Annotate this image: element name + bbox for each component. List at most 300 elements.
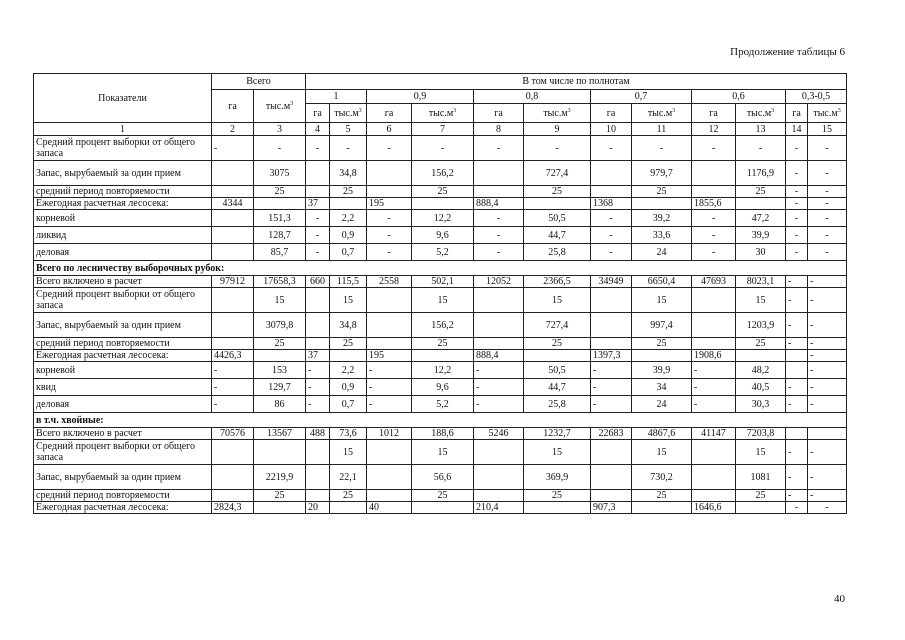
- table-cell: 97912: [212, 276, 254, 288]
- table-cell: -: [524, 136, 591, 161]
- total-volume-header: $тыс.м^3$: [254, 90, 306, 123]
- table-cell: -: [808, 186, 847, 198]
- unit-volume-header: [736, 104, 786, 123]
- row-label: Всего включено в расчет: [34, 428, 212, 440]
- table-cell: -: [367, 362, 412, 379]
- unit-volume-header: [632, 104, 692, 123]
- table-cell: 0,7: [330, 396, 367, 413]
- table-cell: [591, 288, 632, 313]
- table-cell: [306, 313, 330, 338]
- column-number: 7: [412, 123, 474, 136]
- row-label: Запас, вырубаемый за один прием: [34, 161, 212, 186]
- table-cell: -: [808, 465, 847, 490]
- table-cell: 34: [632, 379, 692, 396]
- table-cell: -: [306, 379, 330, 396]
- table-cell: 17658,3: [254, 276, 306, 288]
- table-cell: [474, 313, 524, 338]
- table-cell: -: [808, 362, 847, 379]
- table-cell: 12,2: [412, 362, 474, 379]
- table-cell: 660: [306, 276, 330, 288]
- section-title: Всего по лесничеству выборочных рубок:: [34, 261, 847, 276]
- table-cell: -: [808, 210, 847, 227]
- table-cell: -: [692, 396, 736, 413]
- table-cell: 15: [524, 440, 591, 465]
- table-cell: -: [306, 227, 330, 244]
- unit-superscript: 3: [771, 107, 775, 114]
- table-cell: 1081: [736, 465, 786, 490]
- row-label: средний период повторяемости: [34, 186, 212, 198]
- table-cell: -: [692, 362, 736, 379]
- table-cell: [367, 490, 412, 502]
- table-cell: [808, 428, 847, 440]
- table-cell: [786, 362, 808, 379]
- unit-volume-text: тыс.м: [813, 107, 838, 119]
- table-cell: 13567: [254, 428, 306, 440]
- table-cell: 7203,8: [736, 428, 786, 440]
- table-cell: 5,2: [412, 244, 474, 261]
- table-row: [34, 490, 847, 502]
- table-cell: 488: [306, 428, 330, 440]
- table-cell: [254, 440, 306, 465]
- table-cell: -: [786, 490, 808, 502]
- table-cell: [212, 490, 254, 502]
- table-cell: 25: [412, 338, 474, 350]
- table-cell: 15: [632, 288, 692, 313]
- table-cell: 4344: [212, 198, 254, 210]
- table-cell: [524, 198, 591, 210]
- table-cell: 0,9: [330, 379, 367, 396]
- table-cell: [212, 440, 254, 465]
- column-number: 13: [736, 123, 786, 136]
- table-cell: [212, 161, 254, 186]
- table-cell: [412, 502, 474, 514]
- table-cell: -: [474, 244, 524, 261]
- table-cell: 8023,1: [736, 276, 786, 288]
- table-row: [34, 186, 847, 198]
- table-cell: -: [786, 276, 808, 288]
- table-body: [34, 136, 847, 514]
- table-cell: 9,6: [412, 227, 474, 244]
- table-cell: [591, 440, 632, 465]
- column-number: 9: [524, 123, 591, 136]
- table-cell: -: [808, 350, 847, 362]
- table-cell: -: [474, 362, 524, 379]
- table-cell: -: [632, 136, 692, 161]
- table-cell: [474, 338, 524, 350]
- row-label: средний период повторяемости: [34, 490, 212, 502]
- row-label: средний период повторяемости: [34, 338, 212, 350]
- table-row: [34, 244, 847, 261]
- table-cell: -: [591, 227, 632, 244]
- row-label: ликвид: [34, 227, 212, 244]
- unit-volume-text: тыс.м: [746, 107, 772, 119]
- table-cell: -: [591, 136, 632, 161]
- row-label: Всего включено в расчет: [34, 276, 212, 288]
- table-cell: 47,2: [736, 210, 786, 227]
- table-cell: [254, 502, 306, 514]
- table-cell: 1232,7: [524, 428, 591, 440]
- table-cell: 25: [254, 338, 306, 350]
- table-cell: 730,2: [632, 465, 692, 490]
- table-cell: [591, 490, 632, 502]
- section-row: [34, 261, 847, 276]
- table-cell: [212, 227, 254, 244]
- table-cell: 33,6: [632, 227, 692, 244]
- table-cell: [474, 161, 524, 186]
- density-header: 0,3-0,5: [786, 90, 847, 104]
- unit-ha-header: га: [306, 104, 330, 123]
- table-cell: 39,2: [632, 210, 692, 227]
- table-cell: -: [786, 227, 808, 244]
- table-cell: 4867,6: [632, 428, 692, 440]
- row-label: Ежегодная расчетная лесосека:: [34, 502, 212, 514]
- table-cell: 24: [632, 396, 692, 413]
- table-cell: 37: [306, 350, 330, 362]
- table-cell: [367, 186, 412, 198]
- table-row: [34, 362, 847, 379]
- row-label: Средний процент выборки от общего запаса: [34, 288, 212, 313]
- table-cell: [212, 465, 254, 490]
- table-cell: 153: [254, 362, 306, 379]
- table-cell: 195: [367, 198, 412, 210]
- table-cell: -: [808, 244, 847, 261]
- density-header: 0,7: [591, 90, 692, 104]
- table-cell: [412, 350, 474, 362]
- table-cell: -: [808, 198, 847, 210]
- table-cell: 15: [330, 288, 367, 313]
- table-cell: 44,7: [524, 227, 591, 244]
- unit-superscript: 3: [453, 107, 457, 114]
- column-number: 4: [306, 123, 330, 136]
- table-cell: 25: [736, 338, 786, 350]
- table-cell: -: [367, 227, 412, 244]
- table-cell: 727,4: [524, 161, 591, 186]
- table-cell: 369,9: [524, 465, 591, 490]
- table-cell: -: [808, 161, 847, 186]
- total-header: Всего: [212, 74, 306, 90]
- row-label: Средний процент выборки от общего запаса: [34, 440, 212, 465]
- table-cell: -: [808, 490, 847, 502]
- table-cell: [330, 502, 367, 514]
- table-cell: 30,3: [736, 396, 786, 413]
- table-row: [34, 465, 847, 490]
- unit-superscript: 3: [837, 107, 841, 114]
- table-cell: 25,8: [524, 396, 591, 413]
- by-density-header: В том числе по полнотам: [306, 74, 847, 90]
- table-cell: [736, 502, 786, 514]
- table-cell: 907,3: [591, 502, 632, 514]
- table-cell: 15: [330, 440, 367, 465]
- table-cell: 30: [736, 244, 786, 261]
- table-cell: 5246: [474, 428, 524, 440]
- table-cell: [306, 490, 330, 502]
- table-cell: 25: [632, 338, 692, 350]
- row-label: Запас, вырубаемый за один прием: [34, 313, 212, 338]
- table-cell: 25: [412, 186, 474, 198]
- table-cell: -: [367, 136, 412, 161]
- table-cell: 34,8: [330, 161, 367, 186]
- table-cell: [591, 465, 632, 490]
- row-label: квид: [34, 379, 212, 396]
- unit-ha-header: га: [367, 104, 412, 123]
- table-cell: -: [254, 136, 306, 161]
- table-cell: 129,7: [254, 379, 306, 396]
- table-caption: Продолжение таблицы 6: [730, 46, 845, 58]
- column-number: 6: [367, 123, 412, 136]
- column-number: 1: [34, 123, 212, 136]
- row-label: корневой: [34, 362, 212, 379]
- table-cell: 156,2: [412, 161, 474, 186]
- density-header: 0,6: [692, 90, 786, 104]
- table-cell: -: [591, 244, 632, 261]
- section-row: [34, 413, 847, 428]
- table-cell: 1203,9: [736, 313, 786, 338]
- table-cell: 44,7: [524, 379, 591, 396]
- table-cell: -: [591, 210, 632, 227]
- table-cell: 34949: [591, 276, 632, 288]
- density-header: 1: [306, 90, 367, 104]
- table-cell: 1397,3: [591, 350, 632, 362]
- table-cell: -: [786, 198, 808, 210]
- table-cell: [474, 440, 524, 465]
- table-cell: 25: [254, 186, 306, 198]
- table-cell: [306, 161, 330, 186]
- table-cell: [692, 186, 736, 198]
- table-cell: 25: [524, 338, 591, 350]
- table-cell: -: [212, 396, 254, 413]
- table-cell: 15: [736, 440, 786, 465]
- column-number: 5: [330, 123, 367, 136]
- table-cell: -: [786, 502, 808, 514]
- table-cell: [692, 161, 736, 186]
- table-cell: -: [786, 379, 808, 396]
- table-cell: [736, 350, 786, 362]
- row-label: деловая: [34, 396, 212, 413]
- table-cell: 47693: [692, 276, 736, 288]
- table-cell: 40: [367, 502, 412, 514]
- table-cell: -: [306, 362, 330, 379]
- unit-volume-text: тыс.м: [334, 107, 359, 119]
- density-header: 0,8: [474, 90, 591, 104]
- table-cell: 15: [736, 288, 786, 313]
- table-cell: 86: [254, 396, 306, 413]
- table-cell: 5,2: [412, 396, 474, 413]
- table-cell: 195: [367, 350, 412, 362]
- table-cell: -: [692, 210, 736, 227]
- unit-volume-header: [412, 104, 474, 123]
- column-number: 3: [254, 123, 306, 136]
- table-cell: -: [786, 440, 808, 465]
- column-number: 12: [692, 123, 736, 136]
- table-row: [34, 440, 847, 465]
- table-cell: 25: [524, 490, 591, 502]
- table-cell: 24: [632, 244, 692, 261]
- table-cell: -: [808, 288, 847, 313]
- table-cell: [367, 338, 412, 350]
- table-row: [34, 288, 847, 313]
- table-cell: -: [808, 136, 847, 161]
- table-cell: 25: [330, 338, 367, 350]
- table-cell: 40,5: [736, 379, 786, 396]
- table-cell: [736, 198, 786, 210]
- table-cell: -: [808, 338, 847, 350]
- table-cell: 25: [330, 186, 367, 198]
- unit-volume-header: [330, 104, 367, 123]
- table-cell: [632, 502, 692, 514]
- table-cell: 210,4: [474, 502, 524, 514]
- table-cell: -: [736, 136, 786, 161]
- table-row: [34, 338, 847, 350]
- table-cell: [474, 490, 524, 502]
- table-cell: 39,9: [736, 227, 786, 244]
- table-cell: [786, 428, 808, 440]
- row-label: деловая: [34, 244, 212, 261]
- table-row: [34, 428, 847, 440]
- table-cell: -: [212, 362, 254, 379]
- table-cell: 25: [330, 490, 367, 502]
- unit-ha-header: га: [474, 104, 524, 123]
- table-cell: 20: [306, 502, 330, 514]
- table-cell: -: [474, 379, 524, 396]
- density-header: 0,9: [367, 90, 474, 104]
- table-cell: 41147: [692, 428, 736, 440]
- table-cell: 1646,6: [692, 502, 736, 514]
- table-cell: [330, 198, 367, 210]
- table-cell: [692, 440, 736, 465]
- unit-volume-text: тыс.м: [428, 107, 454, 119]
- table-cell: -: [786, 465, 808, 490]
- table-cell: -: [367, 396, 412, 413]
- table-cell: [212, 244, 254, 261]
- table-row: [34, 379, 847, 396]
- table-cell: 25: [254, 490, 306, 502]
- table-cell: [212, 313, 254, 338]
- table-cell: -: [367, 244, 412, 261]
- table-cell: -: [808, 396, 847, 413]
- table-cell: -: [212, 136, 254, 161]
- row-label: Запас, вырубаемый за один прием: [34, 465, 212, 490]
- table-row: [34, 502, 847, 514]
- table-cell: [524, 502, 591, 514]
- table-cell: [367, 440, 412, 465]
- table-row: [34, 396, 847, 413]
- total-ha-header: га: [212, 90, 254, 123]
- table-cell: -: [591, 362, 632, 379]
- table-cell: 12,2: [412, 210, 474, 227]
- table-cell: -: [786, 186, 808, 198]
- unit-volume-text: тыс.м: [543, 107, 568, 119]
- unit-volume-text: тыс.м: [647, 107, 673, 119]
- table-cell: -: [306, 210, 330, 227]
- table-cell: 9,6: [412, 379, 474, 396]
- page-number: 40: [834, 593, 845, 605]
- table-cell: 1855,6: [692, 198, 736, 210]
- table-cell: 188,6: [412, 428, 474, 440]
- table-cell: [212, 186, 254, 198]
- table-cell: 2219,9: [254, 465, 306, 490]
- table-cell: 50,5: [524, 210, 591, 227]
- table-cell: 73,6: [330, 428, 367, 440]
- table-cell: -: [786, 338, 808, 350]
- table-cell: [692, 338, 736, 350]
- table-cell: [474, 288, 524, 313]
- table-cell: 502,1: [412, 276, 474, 288]
- table-cell: [306, 440, 330, 465]
- table-cell: [306, 288, 330, 313]
- table-cell: [474, 465, 524, 490]
- table-row: [34, 227, 847, 244]
- table-cell: [367, 161, 412, 186]
- table-cell: [212, 338, 254, 350]
- section-title: в т.ч. хвойные:: [34, 413, 847, 428]
- table-cell: 2558: [367, 276, 412, 288]
- table-cell: [412, 198, 474, 210]
- column-number: 10: [591, 123, 632, 136]
- table-cell: -: [808, 440, 847, 465]
- table-cell: -: [808, 276, 847, 288]
- table-cell: 2,2: [330, 210, 367, 227]
- table-cell: 50,5: [524, 362, 591, 379]
- table-cell: 25: [412, 490, 474, 502]
- table-cell: [254, 198, 306, 210]
- table-cell: -: [306, 396, 330, 413]
- table-cell: [367, 288, 412, 313]
- table-cell: -: [330, 136, 367, 161]
- table-cell: 1012: [367, 428, 412, 440]
- table-cell: [306, 186, 330, 198]
- table-cell: 39,9: [632, 362, 692, 379]
- unit-ha-header: га: [692, 104, 736, 123]
- table-cell: -: [474, 227, 524, 244]
- table-cell: 115,5: [330, 276, 367, 288]
- table-row: [34, 161, 847, 186]
- table-cell: -: [692, 244, 736, 261]
- table-header: [34, 74, 847, 136]
- forest-table: [33, 73, 847, 514]
- table-cell: 12052: [474, 276, 524, 288]
- table-cell: -: [412, 136, 474, 161]
- table-cell: [692, 288, 736, 313]
- table-cell: -: [786, 288, 808, 313]
- table-cell: 34,8: [330, 313, 367, 338]
- table-cell: [212, 210, 254, 227]
- table-cell: 727,4: [524, 313, 591, 338]
- table-cell: 6650,4: [632, 276, 692, 288]
- table-row: [34, 313, 847, 338]
- table-cell: 3075: [254, 161, 306, 186]
- table-cell: 151,3: [254, 210, 306, 227]
- unit-volume-header: [524, 104, 591, 123]
- unit-ha-header: га: [786, 104, 808, 123]
- unit-superscript: 3: [567, 107, 571, 114]
- table-cell: [212, 288, 254, 313]
- table-cell: -: [808, 502, 847, 514]
- table-cell: 128,7: [254, 227, 306, 244]
- table-cell: 0,7: [330, 244, 367, 261]
- table-cell: [692, 313, 736, 338]
- table-cell: [474, 186, 524, 198]
- table-cell: 25: [524, 186, 591, 198]
- table-cell: -: [306, 136, 330, 161]
- table-cell: [591, 338, 632, 350]
- table-cell: [632, 198, 692, 210]
- table-cell: -: [474, 210, 524, 227]
- table-cell: 979,7: [632, 161, 692, 186]
- column-number: 11: [632, 123, 692, 136]
- unit-superscript: 3: [672, 107, 676, 114]
- table-cell: 25: [632, 490, 692, 502]
- table-cell: -: [786, 210, 808, 227]
